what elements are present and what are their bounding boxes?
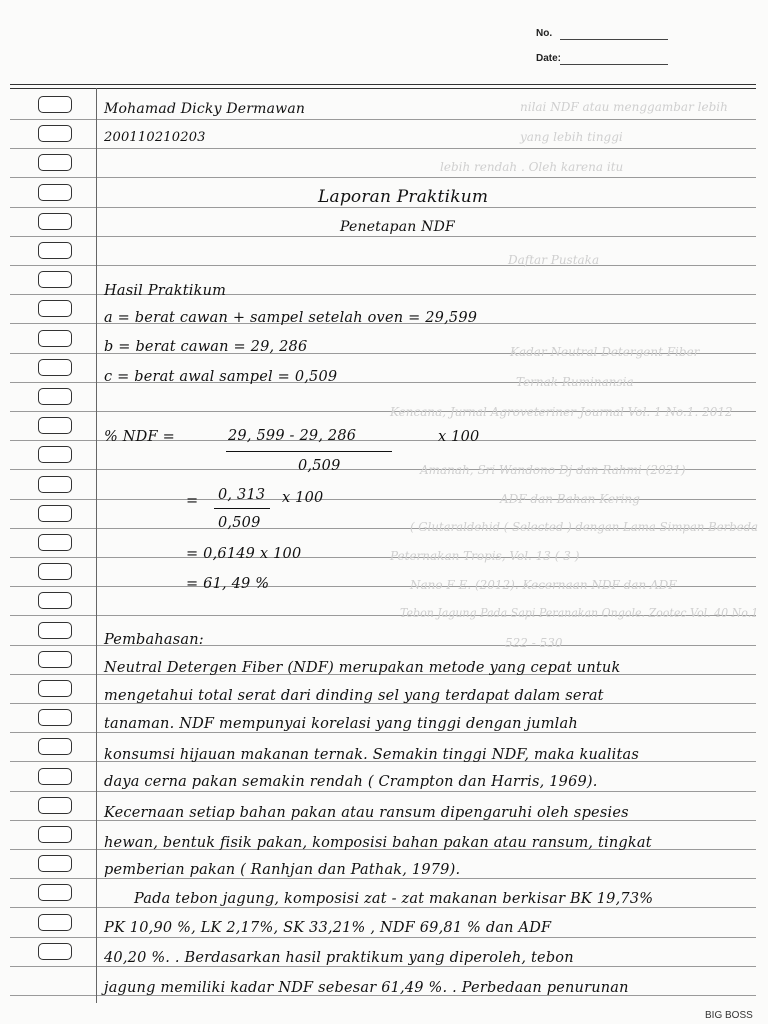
bleedthrough-line: lebih rendah . Oleh karena itu [440, 160, 624, 174]
discussion-line: PK 10,90 %, LK 2,17%, SK 33,21% , NDF 69,81 % dan ADF [104, 920, 552, 936]
binding-hole [38, 914, 72, 931]
bleedthrough-line: Nano F E. (2012). Kecernaan NDF dan ADF [410, 578, 677, 592]
ruled-line [10, 557, 756, 558]
binding-hole [38, 505, 72, 522]
binding-hole [38, 943, 72, 960]
step1-times: x 100 [282, 490, 324, 506]
discussion-line: 40,20 %. . Berdasarkan hasil praktikum yang diperoleh, tebon [104, 950, 574, 966]
binding-hole [38, 622, 72, 639]
binding-hole [38, 96, 72, 113]
binding-hole [38, 563, 72, 580]
ruled-line [10, 878, 756, 879]
binding-hole [38, 446, 72, 463]
bleedthrough-line: 522 - 530 [505, 636, 563, 650]
ruled-line [10, 499, 756, 500]
binding-hole [38, 359, 72, 376]
ruled-line [10, 966, 756, 967]
binding-hole [38, 651, 72, 668]
ruled-line [10, 207, 756, 208]
ruled-line [10, 907, 756, 908]
ruled-line [10, 732, 756, 733]
bleedthrough-line: nilai NDF atau menggambar lebih [520, 100, 728, 114]
discussion-line: daya cerna pakan semakin rendah ( Crampton dan Harris, 1969). [104, 774, 598, 790]
binding-hole [38, 592, 72, 609]
formula-numerator: 29, 599 - 29, 286 [228, 428, 357, 444]
bleedthrough-line: ADF dan Bahan Kering [500, 492, 640, 506]
step1-denominator: 0,509 [218, 515, 261, 531]
binding-hole [38, 184, 72, 201]
bleedthrough-line: Tebon Jagung Pada Sapi Peranakan Ongole. Zootec Vol. 40 No.1 [400, 606, 759, 620]
page-subtitle: Penetapan NDF [340, 219, 455, 235]
bleedthrough-line: Ternak Ruminansia [516, 375, 634, 389]
top-rule [10, 84, 756, 85]
binding-hole [38, 768, 72, 785]
bleedthrough-line: ( Glutaraldehid ( Selected ) dengan Lama Simpan Berbeda [410, 520, 759, 534]
no-underline [560, 39, 668, 40]
binding-hole [38, 797, 72, 814]
ruled-line [10, 236, 756, 237]
date-field [536, 53, 561, 64]
discussion-heading: Pembahasan: [104, 632, 204, 648]
binding-hole [38, 154, 72, 171]
discussion-line: pemberian pakan ( Ranhjan dan Pathak, 1979). [104, 862, 461, 878]
binding-hole [38, 855, 72, 872]
notebook-brand-stamp: BIG BOSS [705, 1010, 753, 1021]
no-label: No. [536, 28, 553, 39]
discussion-line: hewan, bentuk fisik pakan, komposisi bahan pakan atau ransum, tingkat [104, 835, 652, 851]
step2: = 0,6149 x 100 [186, 546, 302, 562]
date-underline [560, 64, 668, 65]
results-heading: Hasil Praktikum [104, 283, 227, 299]
results-line-c: c = berat awal sampel = 0,509 [104, 369, 338, 385]
discussion-line: mengetahui total serat dari dinding sel yang terdapat dalam serat [104, 688, 604, 704]
formula-label: % NDF = [104, 429, 175, 445]
step1-prefix: = [186, 493, 199, 509]
binding-hole [38, 330, 72, 347]
binding-hole [38, 125, 72, 142]
ruled-line [10, 791, 756, 792]
bleedthrough-line: Kencana, Jurnal Agroveteriner Journal Vol. 1 No.1. 2012 [390, 405, 733, 419]
binding-hole [38, 476, 72, 493]
bleedthrough-line: Daftar Pustaka [508, 253, 600, 267]
discussion-line: konsumsi hijauan makanan ternak. Semakin tinggi NDF, maka kualitas [104, 747, 640, 763]
student-id: 200110210203 [104, 130, 206, 145]
student-name: Mohamad Dicky Dermawan [104, 101, 306, 117]
formula-denominator: 0,509 [298, 458, 341, 474]
ruled-line [10, 177, 756, 178]
binding-hole [38, 271, 72, 288]
binding-hole [38, 709, 72, 726]
binding-hole [38, 534, 72, 551]
no-field [536, 28, 552, 39]
results-line-a: a = berat cawan + sampel setelah oven = 29,599 [104, 310, 478, 326]
page-title: Laporan Praktikum [318, 187, 489, 207]
discussion-line: Kecernaan setiap bahan pakan atau ransum dipengaruhi oleh spesies [104, 805, 629, 821]
top-rule-2 [10, 88, 756, 89]
binding-hole [38, 300, 72, 317]
binding-hole [38, 213, 72, 230]
step3-result: = 61, 49 % [186, 576, 270, 592]
binding-hole [38, 884, 72, 901]
discussion-line: Neutral Detergen Fiber (NDF) merupakan metode yang cepat untuk [104, 660, 621, 676]
binding-hole [38, 242, 72, 259]
binding-hole [38, 417, 72, 434]
margin-line [96, 88, 97, 1003]
bleedthrough-line: Peternakan Tropis, Vol. 13 ( 3 ) [390, 549, 580, 563]
discussion-line: tanaman. NDF mempunyai korelasi yang tinggi dengan jumlah [104, 716, 578, 732]
bleedthrough-line: Kadar Neutral Detergent Fiber [510, 345, 700, 359]
step1-fraction-bar [214, 508, 270, 509]
binding-hole [38, 680, 72, 697]
ruled-line [10, 937, 756, 938]
binding-hole [38, 738, 72, 755]
results-line-b: b = berat cawan = 29, 286 [104, 339, 308, 355]
formula-fraction-bar [226, 451, 392, 452]
ruled-line [10, 119, 756, 120]
bleedthrough-line: Amanah, Sri Wandono Dj dan Rahmi (2021) [420, 463, 686, 477]
ruled-line [10, 265, 756, 266]
formula-times: x 100 [438, 429, 480, 445]
binding-hole [38, 826, 72, 843]
binding-hole [38, 388, 72, 405]
bleedthrough-line: yang lebih tinggi [520, 130, 623, 144]
ruled-line [10, 148, 756, 149]
step1-numerator: 0, 313 [218, 487, 266, 503]
discussion-line: Pada tebon jagung, komposisi zat - zat makanan berkisar BK 19,73% [134, 891, 654, 907]
date-label: Date: [536, 53, 562, 64]
discussion-line: jagung memiliki kadar NDF sebesar 61,49 %. . Perbedaan penurunan [104, 980, 629, 996]
